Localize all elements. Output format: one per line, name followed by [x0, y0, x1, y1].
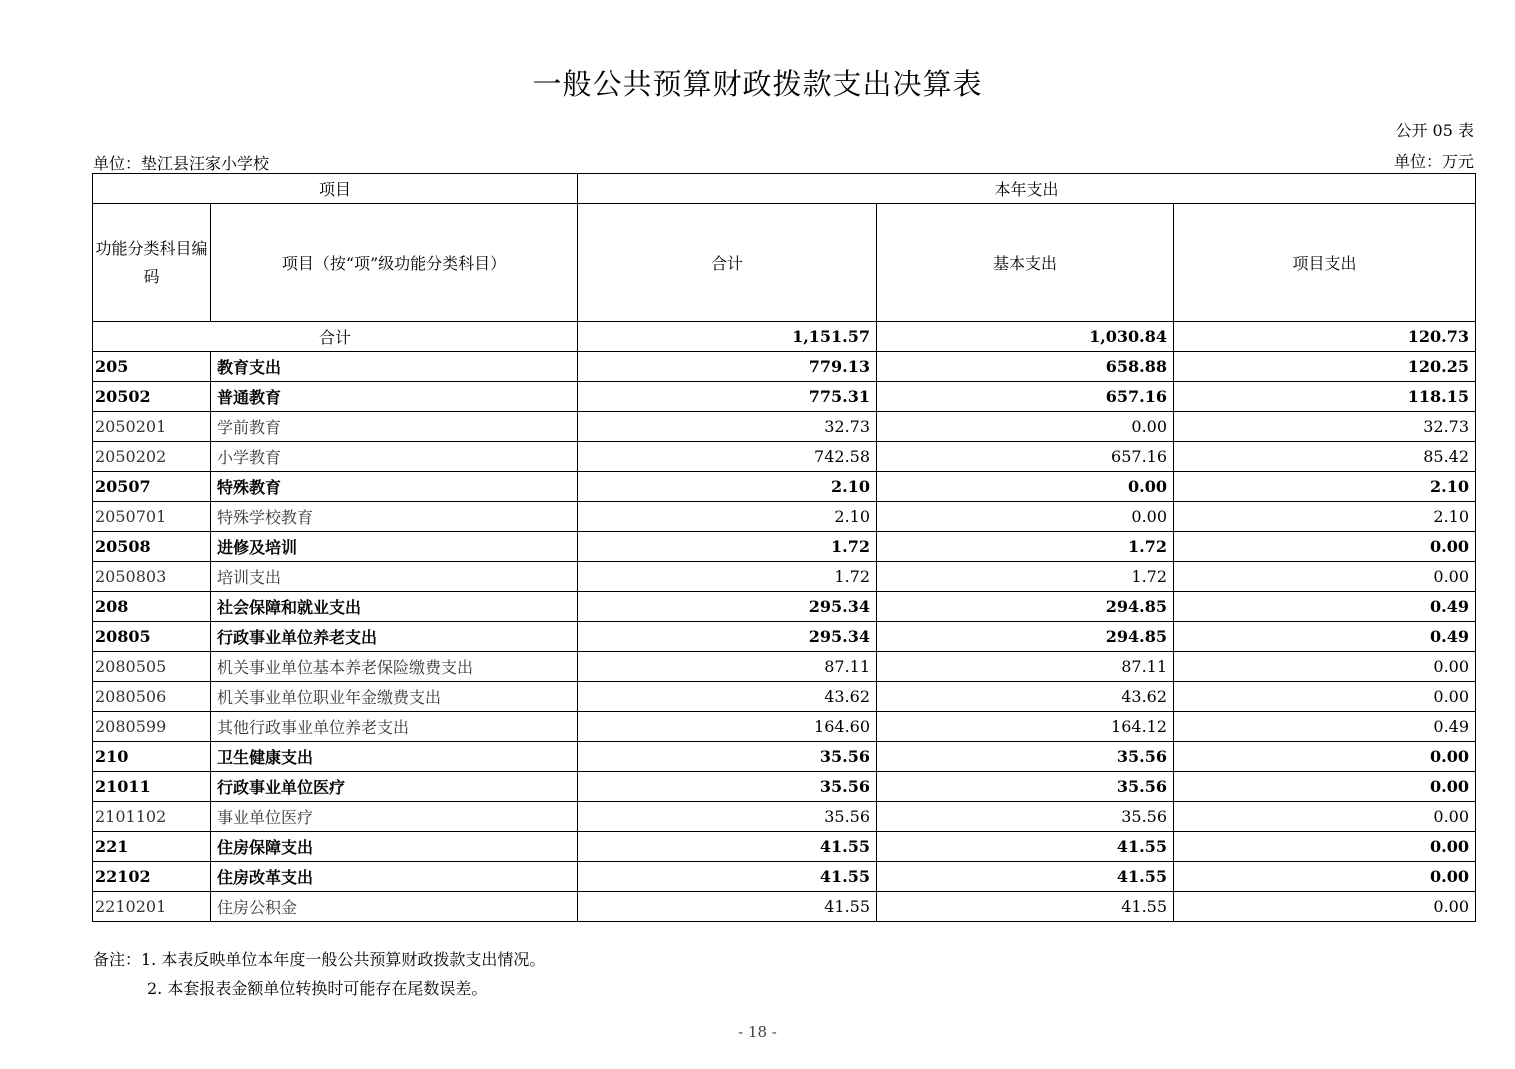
row-basic: 41.55: [877, 862, 1174, 892]
row-code: 2080599: [93, 712, 211, 742]
row-item: 120.25: [1174, 352, 1476, 382]
header-basic: 基本支出: [877, 204, 1174, 322]
header-item-name: 项目（按“项”级功能分类科目）: [211, 204, 578, 322]
row-item: 0.00: [1174, 742, 1476, 772]
row-code: 20507: [93, 472, 211, 502]
total-label: 合计: [93, 322, 578, 352]
row-total: 35.56: [578, 772, 877, 802]
row-code: 2050803: [93, 562, 211, 592]
row-name: 特殊学校教育: [211, 502, 578, 532]
row-name: 住房公积金: [211, 892, 578, 922]
row-total: 779.13: [578, 352, 877, 382]
row-basic: 1.72: [877, 532, 1174, 562]
header-row-1: [93, 174, 1476, 204]
row-basic: 41.55: [877, 892, 1174, 922]
row-name: 培训支出: [211, 562, 578, 592]
table-row: [93, 742, 1476, 772]
row-basic: 0.00: [877, 412, 1174, 442]
table-row: [93, 412, 1476, 442]
table-row: [93, 622, 1476, 652]
row-item: 0.49: [1174, 622, 1476, 652]
row-item: 0.00: [1174, 802, 1476, 832]
row-name: 其他行政事业单位养老支出: [211, 712, 578, 742]
notes: [93, 945, 545, 1003]
table-row: [93, 712, 1476, 742]
row-item: 0.00: [1174, 832, 1476, 862]
row-basic: 35.56: [877, 772, 1174, 802]
row-code: 22102: [93, 862, 211, 892]
table-row: [93, 442, 1476, 472]
header-row-2: [93, 204, 1476, 322]
row-code: 210: [93, 742, 211, 772]
row-code: 221: [93, 832, 211, 862]
table-row: [93, 772, 1476, 802]
table-row: [93, 562, 1476, 592]
page-number: - 18 -: [738, 1023, 777, 1041]
row-name: 机关事业单位职业年金缴费支出: [211, 682, 578, 712]
row-code: 2050701: [93, 502, 211, 532]
row-item: 0.00: [1174, 772, 1476, 802]
row-name: 卫生健康支出: [211, 742, 578, 772]
row-total: 41.55: [578, 832, 877, 862]
row-code: 21011: [93, 772, 211, 802]
row-basic: 35.56: [877, 802, 1174, 832]
row-code: 20502: [93, 382, 211, 412]
row-code: 2080506: [93, 682, 211, 712]
row-item: 0.49: [1174, 592, 1476, 622]
row-basic: 657.16: [877, 442, 1174, 472]
header-code: 功能分类科目编码: [93, 204, 211, 322]
row-basic: 294.85: [877, 592, 1174, 622]
table-row: [93, 592, 1476, 622]
row-total: 41.55: [578, 892, 877, 922]
row-basic: 294.85: [877, 622, 1174, 652]
header-project: 项目: [93, 174, 578, 204]
row-total: 87.11: [578, 652, 877, 682]
table-row: [93, 502, 1476, 532]
row-total: 742.58: [578, 442, 877, 472]
row-code: 20508: [93, 532, 211, 562]
row-basic: 87.11: [877, 652, 1174, 682]
row-item: 2.10: [1174, 502, 1476, 532]
table-row: [93, 802, 1476, 832]
table-row: [93, 682, 1476, 712]
row-total: 2.10: [578, 502, 877, 532]
table-row: [93, 472, 1476, 502]
form-number: 公开 05 表: [1395, 121, 1474, 140]
row-name: 普通教育: [211, 382, 578, 412]
row-name: 行政事业单位医疗: [211, 772, 578, 802]
row-name: 进修及培训: [211, 532, 578, 562]
row-total: 32.73: [578, 412, 877, 442]
row-total: 1.72: [578, 532, 877, 562]
row-item: 118.15: [1174, 382, 1476, 412]
row-total: 295.34: [578, 622, 877, 652]
row-code: 2050201: [93, 412, 211, 442]
table-row: [93, 532, 1476, 562]
row-basic: 0.00: [877, 472, 1174, 502]
row-item: 0.00: [1174, 892, 1476, 922]
row-item: 32.73: [1174, 412, 1476, 442]
page-title: 一般公共预算财政拨款支出决算表: [532, 67, 983, 101]
row-total: 35.56: [578, 802, 877, 832]
table-row: [93, 382, 1476, 412]
row-total: 43.62: [578, 682, 877, 712]
row-name: 小学教育: [211, 442, 578, 472]
row-code: 208: [93, 592, 211, 622]
row-basic: 0.00: [877, 502, 1174, 532]
row-item: 0.00: [1174, 562, 1476, 592]
row-item: 85.42: [1174, 442, 1476, 472]
row-total: 35.56: [578, 742, 877, 772]
row-code: 2210201: [93, 892, 211, 922]
row-total: 295.34: [578, 592, 877, 622]
row-code: 2080505: [93, 652, 211, 682]
unit-name: 单位：垫江县汪家小学校: [93, 154, 270, 173]
row-name: 住房保障支出: [211, 832, 578, 862]
row-basic: 35.56: [877, 742, 1174, 772]
row-name: 机关事业单位基本养老保险缴费支出: [211, 652, 578, 682]
row-name: 住房改革支出: [211, 862, 578, 892]
total-sum: 1,151.57: [578, 322, 877, 352]
row-total: 164.60: [578, 712, 877, 742]
table-row: [93, 832, 1476, 862]
total-row: [93, 322, 1476, 352]
row-total: 41.55: [578, 862, 877, 892]
header-total: 合计: [578, 204, 877, 322]
row-item: 2.10: [1174, 472, 1476, 502]
row-code: 205: [93, 352, 211, 382]
row-total: 1.72: [578, 562, 877, 592]
note-2: 2. 本套报表金额单位转换时可能存在尾数误差。: [147, 979, 488, 998]
note-1: 备注：1. 本表反映单位本年度一般公共预算财政拨款支出情况。: [93, 950, 546, 969]
row-name: 教育支出: [211, 352, 578, 382]
row-basic: 658.88: [877, 352, 1174, 382]
row-name: 社会保障和就业支出: [211, 592, 578, 622]
row-basic: 43.62: [877, 682, 1174, 712]
currency-unit: 单位：万元: [1393, 152, 1474, 171]
row-item: 0.00: [1174, 862, 1476, 892]
row-name: 行政事业单位养老支出: [211, 622, 578, 652]
total-basic: 1,030.84: [877, 322, 1174, 352]
row-basic: 164.12: [877, 712, 1174, 742]
row-item: 0.00: [1174, 652, 1476, 682]
row-basic: 657.16: [877, 382, 1174, 412]
table-row: [93, 652, 1476, 682]
row-code: 2101102: [93, 802, 211, 832]
row-item: 0.49: [1174, 712, 1476, 742]
row-code: 2050202: [93, 442, 211, 472]
row-name: 学前教育: [211, 412, 578, 442]
row-name: 特殊教育: [211, 472, 578, 502]
table-row: [93, 892, 1476, 922]
expenditure-table: [92, 173, 1476, 922]
total-item: 120.73: [1174, 322, 1476, 352]
table-row: [93, 352, 1476, 382]
row-code: 20805: [93, 622, 211, 652]
header-item-expenditure: 项目支出: [1174, 204, 1476, 322]
table-row: [93, 862, 1476, 892]
row-name: 事业单位医疗: [211, 802, 578, 832]
row-basic: 41.55: [877, 832, 1174, 862]
row-basic: 1.72: [877, 562, 1174, 592]
row-item: 0.00: [1174, 532, 1476, 562]
row-total: 775.31: [578, 382, 877, 412]
row-total: 2.10: [578, 472, 877, 502]
row-item: 0.00: [1174, 682, 1476, 712]
header-annual-expenditure: 本年支出: [578, 174, 1476, 204]
